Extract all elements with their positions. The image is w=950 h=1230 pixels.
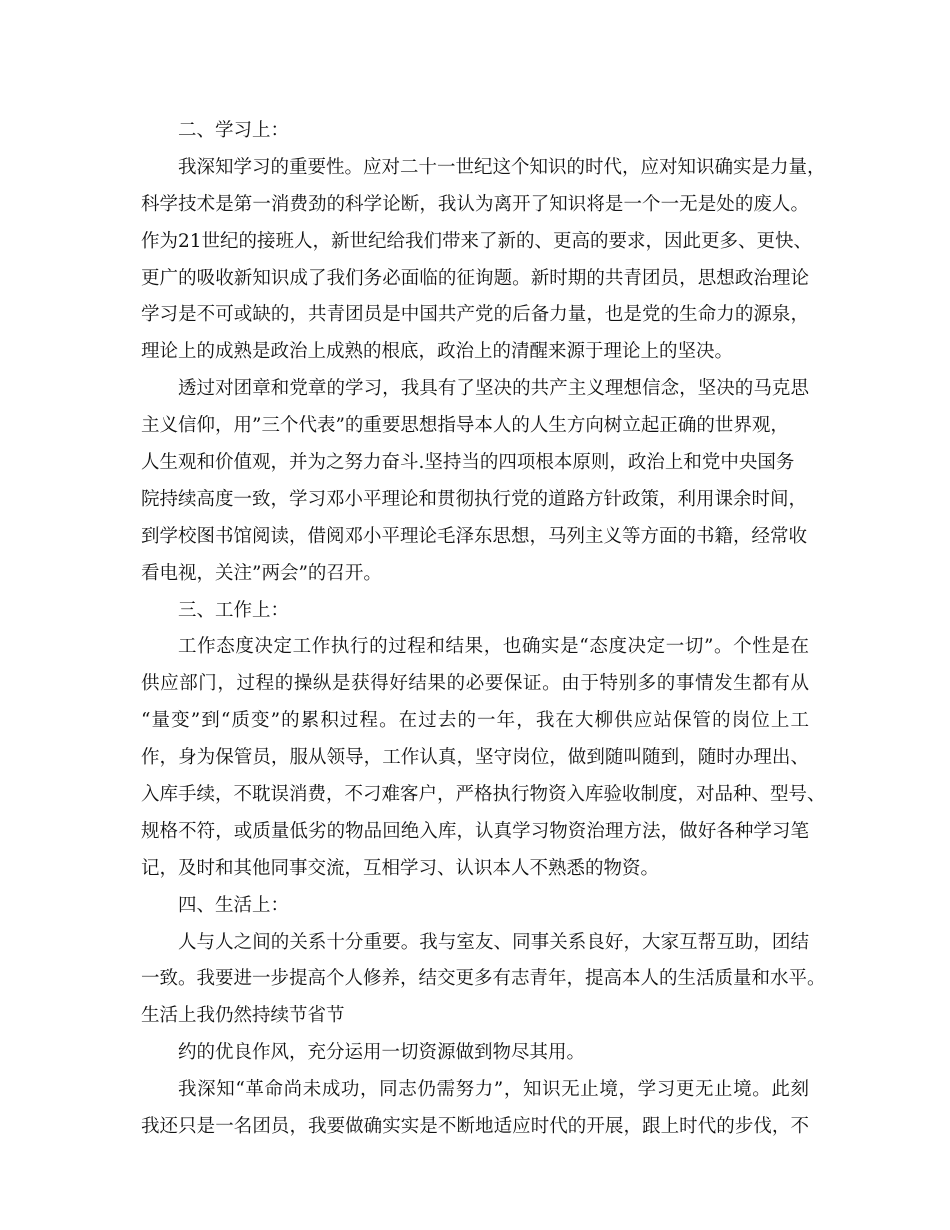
text-line: 作，身为保管员，服从领导，工作认真，坚守岗位，做到随叫随到，随时办理出、 — [141, 747, 809, 769]
text-line: 到学校图书馆阅读，借阅邓小平理论毛泽东思想，马列主义等方面的书籍，经常收 — [141, 525, 808, 547]
text-line: 生活上我仍然持续节省节 — [141, 1005, 345, 1027]
text-line: 主义信仰，用”三个代表”的重要思想指导本人的人生方向树立起正确的世界观， — [141, 415, 789, 437]
text-line: 透过对团章和党章的学习，我具有了坚决的共产主义理想信念，坚决的马克思 — [178, 378, 809, 400]
text-line: 三、工作上： — [178, 599, 290, 621]
text-line: 约的优良作风，充分运用一切资源做到物尽其用。 — [178, 1042, 586, 1064]
text-line: 人生观和价值观，并为之努力奋斗.坚持当的四项根本原则，政治上和党中央国务 — [141, 452, 795, 474]
text-line: 供应部门，过程的操纵是获得好结果的必要保证。由于特别多的事情发生都有从 — [141, 673, 809, 695]
document-body — [141, 113, 826, 1146]
text-line: 人与人之间的关系十分重要。我与室友、同事关系良好，大家互帮互助，团结 — [178, 931, 809, 953]
text-line: 规格不符，或质量低劣的物品回绝入库，认真学习物资治理方法，做好各种学习笔 — [141, 820, 809, 842]
text-line: 更广的吸收新知识成了我们务必面临的征询题。新时期的共青团员，思想政治理论 — [141, 267, 809, 289]
text-line: “量变”到“质变”的累积过程。在过去的一年，我在大柳供应站保管的岗位上工 — [141, 710, 809, 732]
text-line: 作为21世纪的接班人，新世纪给我们带来了新的、更高的要求，因此更多、更快、 — [141, 230, 813, 252]
text-line: 二、学习上： — [178, 120, 290, 141]
text-line: 一致。我要进一步提高个人修养，结交更多有志青年，提高本人的生活质量和水平。 — [141, 968, 826, 990]
text-line: 入库手续，不耽误消费，不刁难客户，严格执行物资入库验收制度，对品种、型号、 — [141, 784, 826, 806]
text-line: 记，及时和其他同事交流，互相学习、认识本人不熟悉的物资。 — [141, 857, 660, 879]
text-line: 四、生活上： — [178, 894, 290, 916]
text-line: 我深知“革命尚未成功，同志仍需努力”，知识无止境，学习更无止境。此刻 — [178, 1079, 809, 1101]
text-line: 理论上的成熟是政治上成熟的根底，政治上的清醒来源于理论上的坚决。 — [141, 341, 734, 363]
text-line: 工作态度决定工作执行的过程和结果，也确实是“态度决定一切”。个性是在 — [178, 636, 809, 658]
text-line: 我深知学习的重要性。应对二十一世纪这个知识的时代，应对知识确实是力量， — [178, 156, 826, 178]
text-line: 院持续高度一致，学习邓小平理论和贯彻执行党的道路方针政策，利用课余时间， — [141, 488, 808, 510]
text-line: 看电视，关注”两会”的召开。 — [141, 562, 382, 584]
text-line: 我还只是一名团员，我要做确实实是不断地适应时代的开展，跟上时代的步伐，不 — [141, 1116, 809, 1138]
text-line: 科学技术是第一消费劲的科学论断，我认为离开了知识将是一个一无是处的废人。 — [141, 193, 809, 215]
text-line: 学习是不可或缺的，共青团员是中国共产党的后备力量，也是党的生命力的源泉， — [141, 304, 809, 326]
